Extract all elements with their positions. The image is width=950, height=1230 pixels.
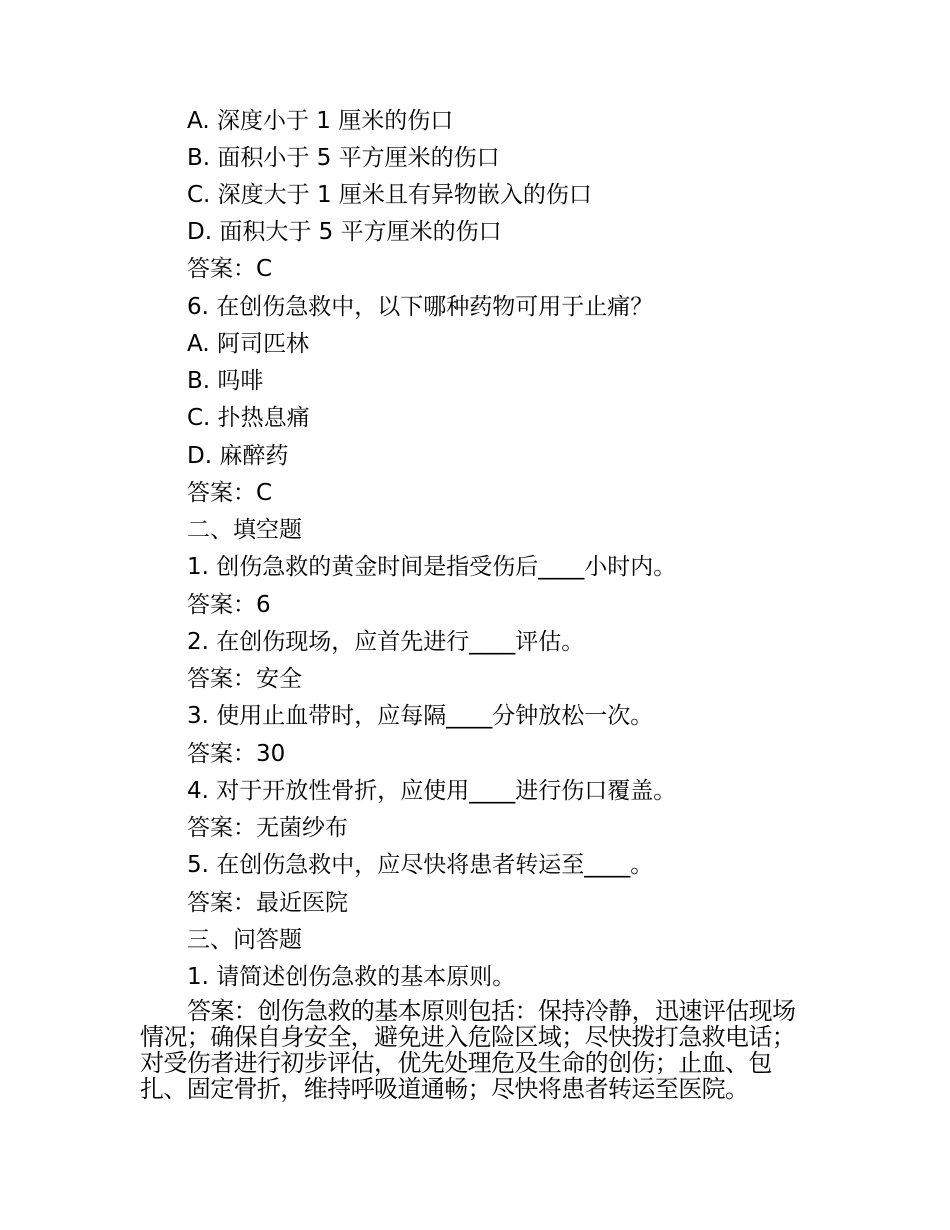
- fill-answer-2: 答案：安全: [187, 666, 302, 692]
- fill-answer-3: 答案：30: [187, 741, 286, 767]
- fill-question-3: 3. 使用止血带时，应每隔____分钟放松一次。: [187, 703, 654, 729]
- fill-question-2: 2. 在创伤现场，应首先进行____评估。: [187, 629, 585, 655]
- fill-answer-1: 答案：6: [187, 592, 271, 618]
- short-answer-paragraph: 答案：创伤急救的基本原则包括：保持冷静，迅速评估现场情况；确保自身安全，避免进入危险区域；尽快拨打急救电话；对受伤者进行初步评估，优先处理危及生命的创伤；止血、包扎、固定骨折，维持呼吸道通畅；尽快将患者转运至医院。: [140, 997, 796, 1103]
- fill-question-1: 1. 创伤急救的黄金时间是指受伤后____小时内。: [187, 554, 677, 580]
- question-6: 6. 在创伤急救中，以下哪种药物可用于止痛？: [187, 294, 654, 320]
- short-answer-question-1: 1. 请简述创伤急救的基本原则。: [187, 964, 516, 990]
- option-d-area-greater-5cm2: D. 面积大于 5 平方厘米的伤口: [187, 219, 502, 245]
- fill-answer-5: 答案：最近医院: [187, 890, 348, 916]
- q6-option-a: A. 阿司匹林: [187, 331, 309, 357]
- option-c-depth-greater-1cm-foreign-body: C. 深度大于 1 厘米且有异物嵌入的伤口: [187, 182, 592, 208]
- option-b-area-less-5cm2: B. 面积小于 5 平方厘米的伤口: [187, 145, 500, 171]
- q6-option-c: C. 扑热息痛: [187, 405, 310, 431]
- section-heading-fill-in-blank: 二、填空题: [187, 517, 302, 543]
- q6-option-b: B. 吗啡: [187, 368, 264, 394]
- option-a-depth-less-1cm: A. 深度小于 1 厘米的伤口: [187, 108, 454, 134]
- fill-question-4: 4. 对于开放性骨折，应使用____进行伤口覆盖。: [187, 778, 677, 804]
- answer-q5: 答案：C: [187, 256, 273, 282]
- fill-answer-4: 答案：无菌纱布: [187, 815, 348, 841]
- fill-question-5: 5. 在创伤急救中，应尽快将患者转运至____。: [187, 852, 654, 878]
- answer-q6: 答案：C: [187, 480, 273, 506]
- q6-option-d: D. 麻醉药: [187, 443, 289, 469]
- section-heading-short-answer: 三、问答题: [187, 927, 302, 953]
